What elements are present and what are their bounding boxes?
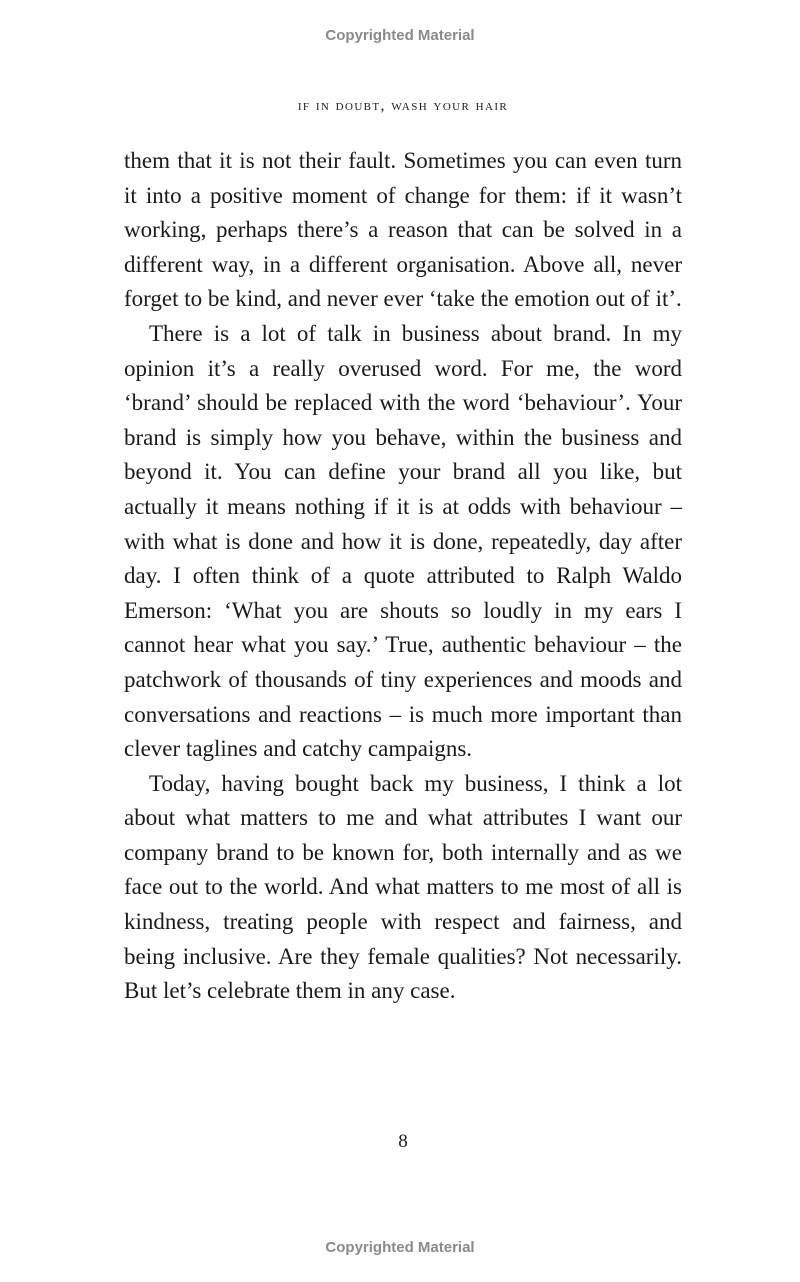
copyright-watermark-bottom: Copyrighted Material <box>325 1239 475 1256</box>
paragraph-3: Today, having bought back my business, I think a lot about what matters to me and what attributes I want our company brand to be known for, both internally and as we face out to the world. And what matters to me most of all is kindness, treating people with respect and fairness, and being inclusive. Are they female qualities? Not necessarily. But let’s celebrate them in any case. <box>124 770 682 1004</box>
copyright-watermark-top: Copyrighted Material <box>325 27 475 44</box>
paragraph-2: There is a lot of talk in business about brand. In my opinion it’s a really overused word. For me, the word ‘brand’ should be replaced with the word ‘behaviour’. Your brand is simply how you behave, within the business and beyond it. You can define your brand all you like, but actually it means nothing if it is at odds with behaviour – with what is done and how it is done, repeatedly, day after day. I often think of a quote attributed to Ralph Waldo Emerson: ‘What you are shouts so loudly in my ears I cannot hear what you say.’ True, authentic behaviour – the patchwork of thousands of tiny experiences and moods and conversations and reactions – is much more important than clever taglines and catchy campaigns. <box>124 320 682 762</box>
paragraph-1: them that it is not their fault. Sometimes you can even turn it into a positive moment of change for them: if it wasn’t working, perhaps there’s a reason that can be solved in a different way, in a different organisation. Above all, never forget to be kind, and never ever ‘take the emotion out of it’. <box>124 148 682 312</box>
running-head: if in doubt, wash your hair <box>297 97 509 114</box>
body-text <box>124 144 682 1009</box>
page-number: 8 <box>398 1131 408 1152</box>
